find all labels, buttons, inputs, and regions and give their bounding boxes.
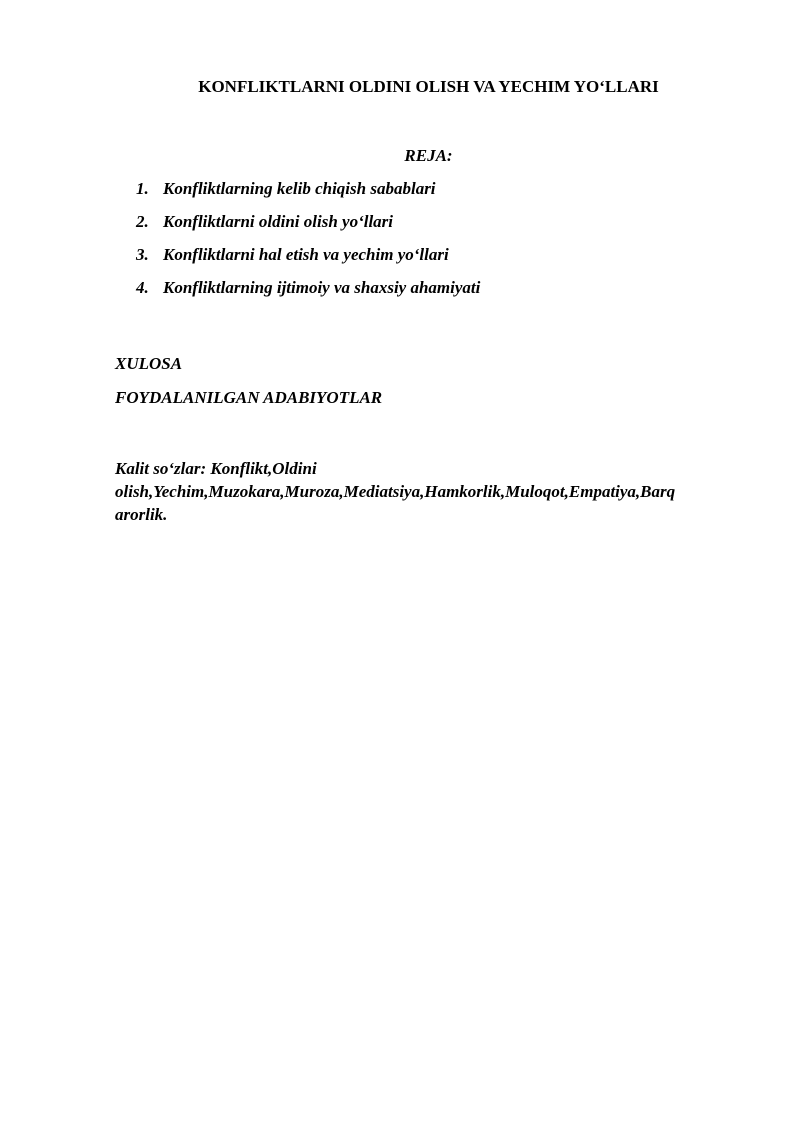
plan-item bbox=[136, 211, 480, 244]
plan-item-text: Konfliktlarni hal etish va yechim yo‘llari bbox=[163, 245, 449, 264]
conclusion-heading: XULOSA bbox=[115, 354, 183, 373]
keywords-paragraph bbox=[115, 457, 745, 526]
plan-item bbox=[136, 244, 480, 277]
plan-list bbox=[136, 178, 480, 310]
plan-item bbox=[136, 277, 480, 310]
plan-item-number: 2. bbox=[136, 212, 149, 231]
plan-item-text: Konfliktlarni oldini olish yo‘llari bbox=[163, 212, 394, 231]
keywords-line: olish,Yechim,Muzokara,Muroza,Mediatsiya,Hamkorlik,Muloqot,Empatiya,Barq bbox=[115, 482, 676, 501]
plan-item-text: Konfliktlarning kelib chiqish sabablari bbox=[163, 179, 436, 198]
references-heading: FOYDALANILGAN ADABIYOTLAR bbox=[115, 388, 383, 407]
plan-item-text: Konfliktlarning ijtimoiy va shaxsiy ahamiyati bbox=[163, 278, 481, 297]
plan-heading: REJA: bbox=[404, 146, 453, 165]
plan-item-number: 3. bbox=[136, 245, 149, 264]
document-title: KONFLIKTLARNI OLDINI OLISH VA YECHIM YO‘LLARI bbox=[198, 77, 659, 96]
keywords-line: Kalit so‘zlar: Konflikt,Oldini bbox=[115, 459, 317, 478]
plan-item-number: 1. bbox=[136, 179, 149, 198]
keywords-line: arorlik. bbox=[115, 505, 168, 524]
plan-item-number: 4. bbox=[136, 278, 149, 297]
plan-item bbox=[136, 178, 480, 211]
